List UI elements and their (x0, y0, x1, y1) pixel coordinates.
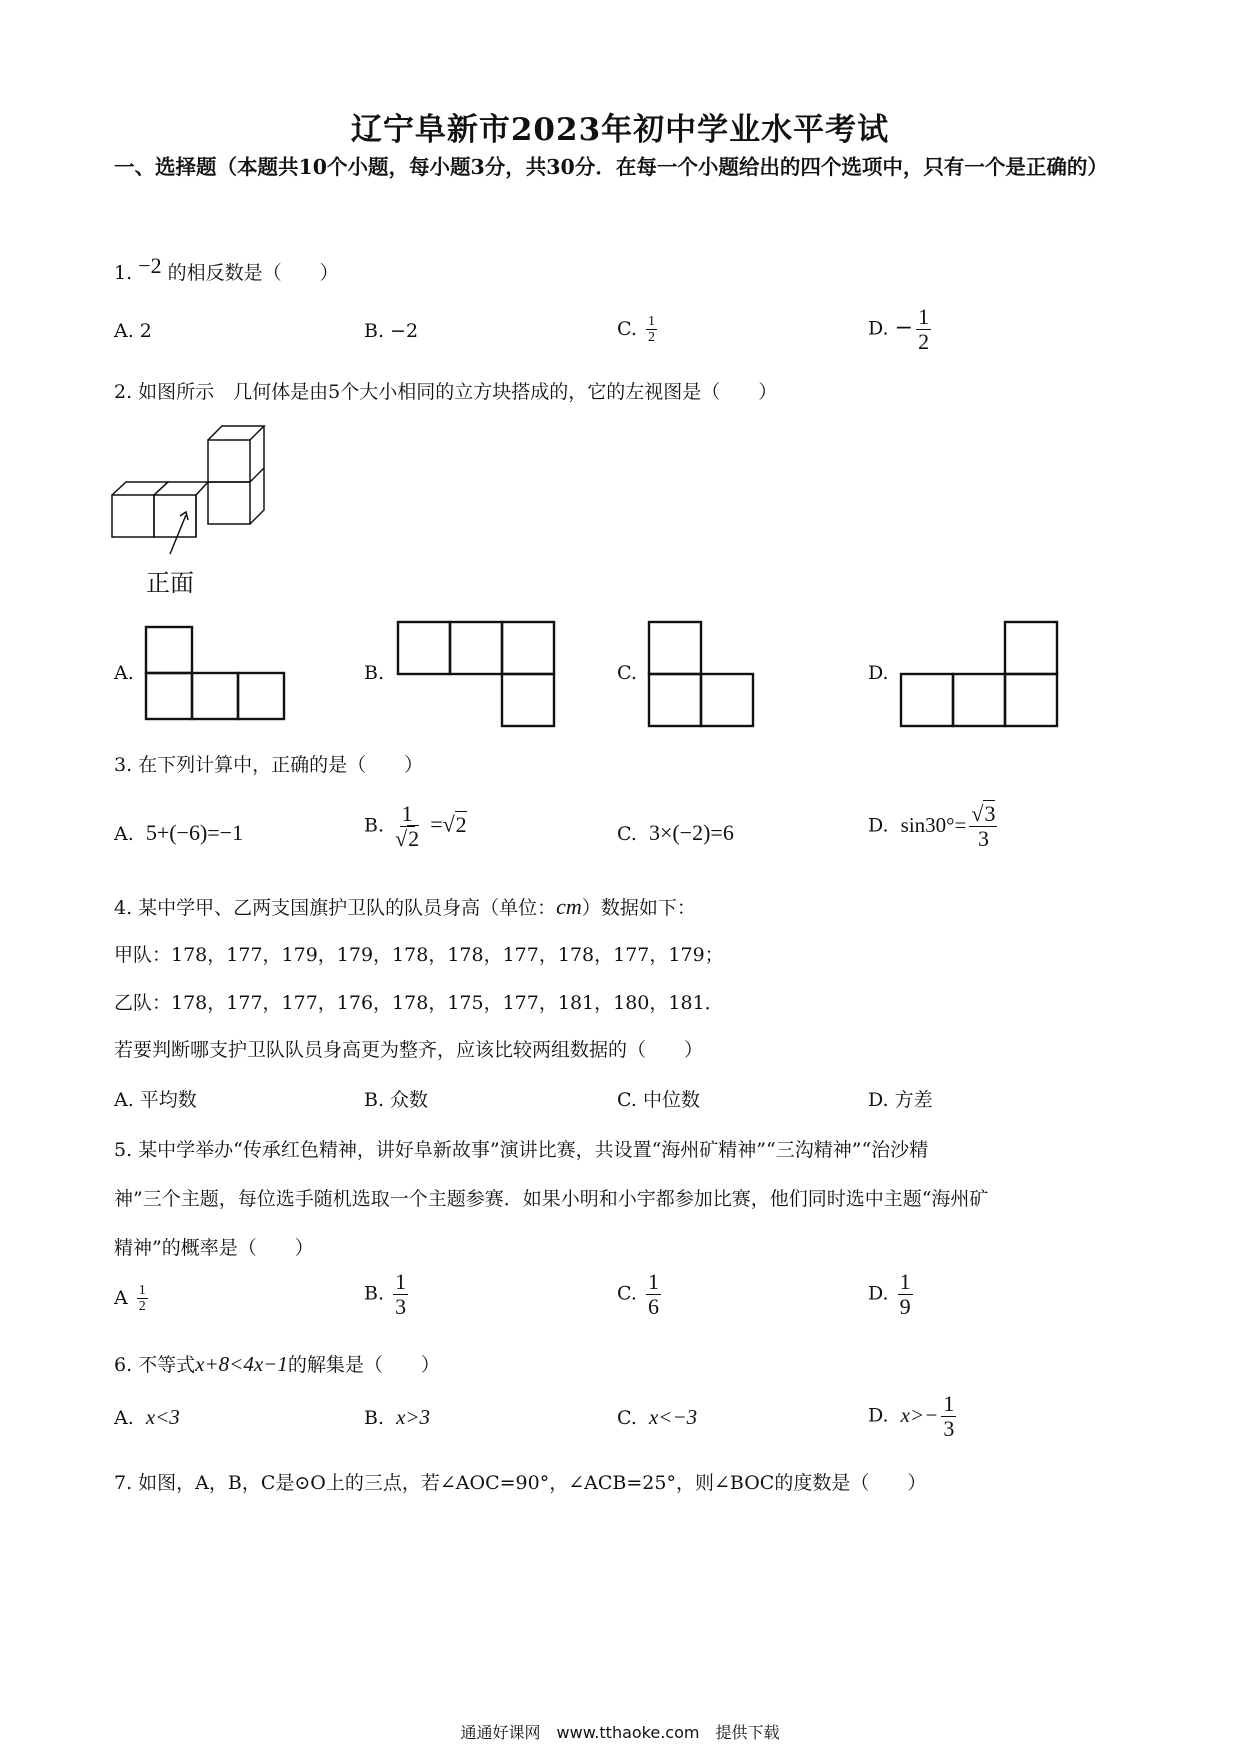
option-label: B. (364, 1407, 385, 1429)
q5-option-d[interactable] (868, 1270, 916, 1319)
fraction (969, 802, 997, 851)
q3-option-c[interactable] (617, 820, 734, 846)
q1-option-c[interactable] (617, 314, 660, 346)
question-5-line-3: 精神”的概率是（ ） (114, 1237, 314, 1259)
cube-face (112, 495, 154, 537)
q5-option-b[interactable] (364, 1270, 411, 1319)
minus-sign: − (894, 315, 914, 341)
numerator: 1 (899, 1269, 911, 1294)
question-4-question: 若要判断哪支护卫队队员身高更为整齐，应该比较两组数据的（ ） (114, 1039, 704, 1061)
fraction (137, 1283, 148, 1315)
math-expression: =√2 (430, 811, 467, 837)
math-expression: x>3 (396, 1405, 431, 1429)
q6-option-a[interactable] (114, 1405, 180, 1430)
q6-option-c[interactable] (617, 1405, 697, 1430)
cube-top (112, 482, 168, 495)
question-2-stem: 2. 如图所示 几何体是由5个大小相同的立方块搭成的，它的左视图是（ ） (114, 381, 778, 403)
radicand: 2 (455, 811, 467, 837)
question-text: 6. 不等式 (114, 1354, 196, 1376)
cube-top (208, 426, 264, 440)
cube-face (208, 440, 250, 482)
team-yi-data: 乙队：178，177，177，176，178，175，177，181，180，181． (114, 992, 724, 1014)
math-expression: 3×(−2)=6 (648, 820, 734, 845)
option-label: B. (364, 1282, 385, 1305)
q2-option-a-figure[interactable] (144, 625, 292, 725)
cube-face (208, 482, 250, 524)
denominator: 2 (918, 329, 930, 355)
radicand: 3 (984, 801, 996, 826)
q6-option-b[interactable] (364, 1405, 430, 1430)
q2-option-c-figure[interactable] (647, 620, 759, 730)
team-jia-data: 甲队：178，177，179，179，178，178，177，178，177，179； (114, 944, 724, 966)
q5-option-a[interactable] (114, 1283, 151, 1315)
denominator: 3 (943, 1416, 955, 1442)
q1-option-a[interactable]: A. 2 (114, 320, 152, 342)
math-expression: −2 (138, 253, 162, 278)
question-text: ）数据如下： (581, 897, 696, 919)
fraction (916, 305, 931, 354)
q2-option-b-figure[interactable] (396, 620, 556, 730)
q6-option-d[interactable] (868, 1392, 959, 1441)
q4-option-a[interactable]: A. 平均数 (114, 1089, 197, 1111)
option-label: C. (617, 1282, 637, 1305)
numerator: 1 (918, 304, 930, 329)
fraction (393, 802, 421, 851)
option-label: D. (868, 317, 889, 340)
numerator: 1 (138, 1283, 146, 1298)
option-label: A. (114, 823, 134, 845)
cube-figure (108, 420, 278, 560)
unit: cm (556, 894, 582, 919)
cube-edge (250, 468, 264, 482)
q2-option-d-figure[interactable] (899, 620, 1061, 730)
q2-option-d-label[interactable]: D. (868, 662, 889, 684)
question-5-line-2: 神”三个主题，每位选手随机选取一个主题参赛．如果小明和小宇都参加比赛，他们同时选中主题“海州矿 (114, 1188, 989, 1210)
cube-top (154, 482, 208, 495)
front-view-label: 正面 (146, 569, 194, 597)
fraction (393, 1270, 408, 1319)
option-label: D. (868, 814, 889, 837)
cube-edge (196, 482, 208, 495)
inequality: x+8<4x−1 (195, 1352, 288, 1376)
denominator: 3 (395, 1294, 407, 1320)
denominator: 2 (138, 1299, 146, 1315)
denominator: √2 (395, 826, 420, 852)
fraction (646, 314, 657, 346)
question-text: 的相反数是（ ） (167, 262, 339, 284)
q5-option-c[interactable] (617, 1270, 664, 1319)
option-label: B. (364, 814, 385, 837)
cube-face (154, 495, 196, 537)
question-number: 1. (114, 262, 133, 284)
fraction (898, 1270, 913, 1319)
numerator: 1 (647, 1269, 659, 1294)
q2-option-a-label[interactable]: A. (114, 662, 134, 684)
q4-option-d[interactable]: D. 方差 (868, 1089, 933, 1111)
option-label: C. (617, 317, 637, 340)
page-footer: 通通好课网 www.tthaoke.com 提供下载 (460, 1723, 780, 1742)
math-expression: 5+(−6)=−1 (145, 820, 244, 845)
q4-option-c[interactable]: C. 中位数 (617, 1089, 700, 1111)
fraction (941, 1392, 956, 1441)
question-7-stem: 7. 如图，A，B，C是⊙O上的三点，若∠AOC=90°，∠ACB=25°，则∠BOC的度数是（ ） (114, 1472, 927, 1494)
radicand: 2 (408, 826, 420, 852)
option-label: A (114, 1286, 128, 1309)
numerator: 1 (401, 801, 413, 826)
question-6-stem (114, 1350, 440, 1377)
q1-option-d[interactable] (868, 305, 934, 354)
math-expression: sin30°= (900, 812, 967, 837)
question-text: 的解集是（ ） (287, 1354, 440, 1376)
numerator: 1 (647, 314, 655, 329)
option-label: A. (114, 1407, 134, 1429)
q3-option-a[interactable] (114, 820, 243, 846)
q3-option-b[interactable] (364, 802, 467, 851)
question-1-stem (114, 253, 339, 285)
question-3-stem: 3. 在下列计算中，正确的是（ ） (114, 754, 424, 776)
denominator: 9 (899, 1294, 911, 1320)
denominator: 6 (647, 1294, 659, 1320)
option-label: D. (868, 1282, 889, 1305)
numerator: √3 (971, 801, 996, 826)
math-expression: x>− (900, 1402, 939, 1427)
question-4-stem (114, 893, 696, 920)
denominator: 3 (977, 826, 989, 852)
option-label: C. (617, 823, 637, 845)
option-label: C. (617, 1407, 637, 1429)
option-label: D. (868, 1404, 889, 1427)
q3-option-d[interactable] (868, 802, 1000, 851)
math-expression: x<3 (145, 1405, 180, 1429)
math-expression: x<−3 (648, 1405, 698, 1429)
q1-option-b[interactable]: B. −2 (364, 320, 419, 342)
q2-option-c-label[interactable]: C. (617, 662, 637, 684)
q2-option-b-label[interactable]: B. (364, 662, 385, 684)
denominator: 2 (647, 330, 655, 346)
exam-title: 辽宁阜新市2023年初中学业水平考试 (350, 112, 890, 148)
q4-option-b[interactable]: B. 众数 (364, 1089, 429, 1111)
fraction (646, 1270, 661, 1319)
arrow-line (170, 515, 186, 554)
numerator: 1 (395, 1269, 407, 1294)
section-heading-choice: 一、选择题（本题共10个小题，每小题3分，共30分．在每一个小题给出的四个选项中，只有一个是正确的） (114, 155, 1108, 179)
numerator: 1 (943, 1391, 955, 1416)
question-5-line-1: 5. 某中学举办“传承红色精神，讲好阜新故事”演讲比赛，共设置“海州矿精神”“三沟精神”“治沙精 (114, 1139, 929, 1161)
question-text: 4. 某中学甲、乙两支国旗护卫队的队员身高（单位： (114, 897, 557, 919)
